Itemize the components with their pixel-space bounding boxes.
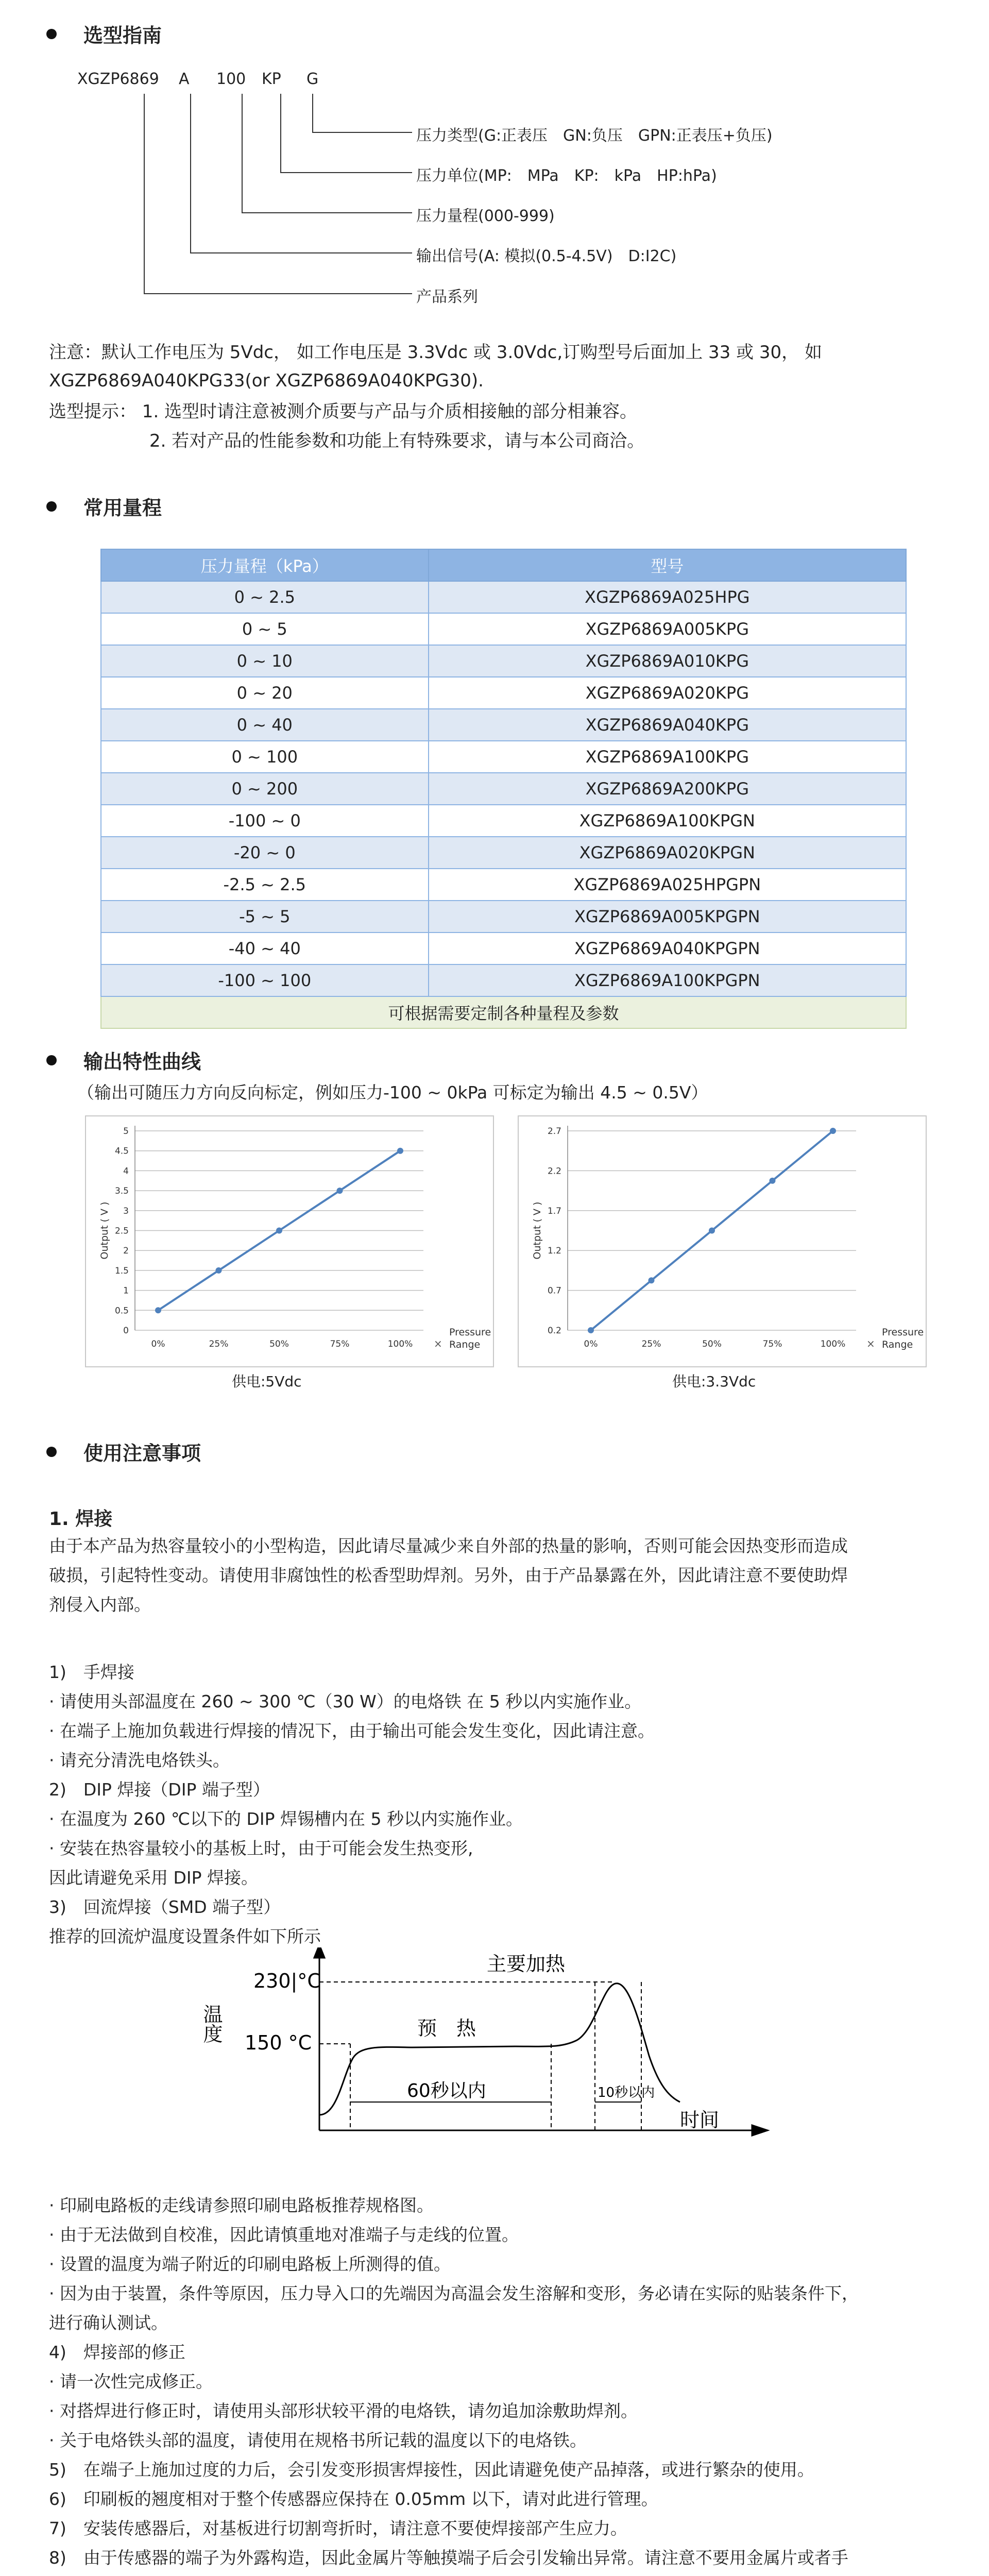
model-cell: XGZP6869A005KPGPN <box>429 901 906 933</box>
tree-label-series: 产品系列 <box>416 288 478 306</box>
weld-line: 1) 手焊接 <box>49 1662 134 1682</box>
weld-intro-line: 剂侵入内部。 <box>49 1595 151 1615</box>
table-row <box>101 869 906 901</box>
tree-label-range: 压力量程(000-999) <box>416 207 555 225</box>
x-tick-label: 75% <box>762 1339 782 1349</box>
y-tick-label: 1.5 <box>114 1265 129 1276</box>
data-point <box>276 1228 282 1234</box>
weld-line: · 安装在热容量较小的基板上时，由于可能会发生热变形, <box>49 1838 473 1858</box>
time-axis-arrow <box>752 2125 768 2136</box>
x-axis-label: Pressure Range <box>449 1327 491 1350</box>
weld-line: · 请使用头部温度在 260 ~ 300 ℃（30 W）的电烙铁 在 5 秒以内实施作业。 <box>49 1691 642 1711</box>
y-tick-label: 0.2 <box>547 1326 561 1336</box>
section-title-ranges <box>46 492 162 520</box>
code-series: XGZP6869 <box>77 70 159 88</box>
y-tick-label: 1 <box>123 1285 129 1296</box>
data-point <box>397 1148 403 1154</box>
after-line: 5) 在端子上施加过度的力后，会引发变形损害焊接性，因此请避免使产品掉落，或进行繁杂的使用。 <box>49 2460 814 2480</box>
code-tree-lines <box>0 0 989 319</box>
x-axis-label: Pressure Range <box>882 1327 924 1350</box>
after-line: · 对搭焊进行修正时，请使用头部形状较平滑的电烙铁，请勿追加涂敷助焊剂。 <box>49 2401 638 2421</box>
y-tick-label: 2.2 <box>547 1166 561 1177</box>
section-title-usage <box>46 1437 201 1466</box>
label-150: 150 °C <box>245 2031 312 2054</box>
chart-3v3-caption: 供电:3.3Vdc <box>672 1373 756 1390</box>
label-preheat: 预 热 <box>417 2017 476 2040</box>
model-cell: XGZP6869A025HPGPN <box>429 869 906 901</box>
bullet-icon <box>46 501 57 512</box>
x-tick-label: 25% <box>209 1339 229 1349</box>
table-row <box>101 901 906 933</box>
data-point <box>709 1228 715 1234</box>
chart-5v <box>86 1116 493 1366</box>
after-line: 6) 印刷板的翘度相对于整个传感器应保持在 0.05mm 以下，请对此进行管理。 <box>49 2489 658 2509</box>
output-subtitle: （输出可随压力方向反向标定，例如压力-100 ~ 0kPa 可标定为输出 4.5 ~ 0.5V） <box>77 1082 708 1103</box>
model-cell: XGZP6869A100KPGPN <box>429 964 906 996</box>
x-axis-marker: × <box>434 1337 442 1350</box>
table-footer-row <box>101 996 906 1028</box>
after-line: · 因为由于装置，条件等原因，压力导入口的先端因为高温会发生溶解和变形，务必请在实际的贴装条件下， <box>49 2283 859 2303</box>
range-table-body <box>101 581 906 1028</box>
code-output: A <box>179 70 190 88</box>
after-line: · 由于无法做到自校准，因此请慎重地对准端子与走线的位置。 <box>49 2225 519 2245</box>
table-footer-note: 可根据需要定制各种量程及参数 <box>101 996 906 1028</box>
data-point <box>830 1128 836 1134</box>
after-line: · 设置的温度为端子附近的印刷电路板上所测得的值。 <box>49 2254 451 2274</box>
code-type: G <box>306 70 319 88</box>
reflow-profile-diagram <box>196 1947 814 2143</box>
y-tick-label: 5 <box>123 1126 129 1137</box>
after-line <box>49 2574 117 2576</box>
range-cell: -2.5 ~ 2.5 <box>101 869 429 901</box>
weld-intro-line: 破损，引起特性变动。请使用非腐蚀性的松香型助焊剂。另外，由于产品暴露在外，因此请注意不要使助焊 <box>49 1565 848 1585</box>
model-cell: XGZP6869A025HPG <box>429 581 906 613</box>
table-row <box>101 805 906 837</box>
range-cell: 0 ~ 100 <box>101 741 429 773</box>
x-tick-label: 50% <box>702 1339 722 1349</box>
y-axis-label: Output ( V ) <box>532 1201 543 1260</box>
table-row <box>101 581 906 613</box>
model-cell: XGZP6869A040KPG <box>429 709 906 741</box>
data-point <box>588 1327 594 1333</box>
range-cell: 0 ~ 200 <box>101 773 429 805</box>
label-time: 时间 <box>680 2109 720 2131</box>
x-tick-label: 100% <box>820 1339 846 1349</box>
label-230: 230|°C <box>253 1970 321 1992</box>
after-line: · 印刷电路板的走线请参照印刷电路板推荐规格图。 <box>49 2195 434 2215</box>
weld-line: · 在温度为 260 ℃以下的 DIP 焊锡槽内在 5 秒以内实施作业。 <box>49 1809 523 1829</box>
code-range: 100 <box>216 70 246 88</box>
code-unit: KP <box>262 70 281 88</box>
after-line: 7) 安装传感器后，对基板进行切割弯折时，请注意不要使焊接部产生应力。 <box>49 2518 627 2538</box>
x-axis-marker: × <box>866 1337 875 1350</box>
weld-intro-line: 由于本产品为热容量较小的小型构造，因此请尽量减少来自外部的热量的影响，否则可能会因热变形而造成 <box>49 1536 848 1556</box>
model-cell: XGZP6869A100KPG <box>429 741 906 773</box>
model-cell: XGZP6869A200KPG <box>429 773 906 805</box>
tip-line-2: 2. 若对产品的性能参数和功能上有特殊要求，请与本公司商洽。 <box>149 431 645 451</box>
chart-3v3-frame <box>518 1115 927 1367</box>
model-header: 型号 <box>429 549 906 581</box>
x-tick-label: 100% <box>387 1339 413 1349</box>
range-header: 压力量程（kPa） <box>101 549 429 581</box>
range-cell: -100 ~ 100 <box>101 964 429 996</box>
y-tick-label: 0.5 <box>114 1306 129 1316</box>
y-tick-label: 0.7 <box>547 1285 561 1296</box>
table-row <box>101 741 906 773</box>
range-cell: -40 ~ 40 <box>101 933 429 964</box>
data-point <box>337 1188 343 1194</box>
y-axis-label: Output ( V ) <box>99 1201 110 1260</box>
data-point <box>155 1307 161 1313</box>
after-line: 进行确认测试。 <box>49 2313 168 2333</box>
table-row <box>101 613 906 645</box>
label-temperature: 温度 <box>200 2004 223 2043</box>
after-line: · 请一次性完成修正。 <box>49 2371 213 2392</box>
y-tick-label: 4.5 <box>114 1146 129 1157</box>
range-cell: 0 ~ 5 <box>101 613 429 645</box>
section-title-text: 选型指南 <box>83 24 162 47</box>
tree-label-unit: 压力单位(MP: MPa KP: kPa HP:hPa) <box>416 167 717 185</box>
y-tick-label: 3.5 <box>114 1186 129 1197</box>
table-row <box>101 964 906 996</box>
data-point <box>770 1178 776 1184</box>
range-table <box>100 549 907 1029</box>
section-title-text: 输出特性曲线 <box>83 1050 201 1073</box>
weld-line: 2) DIP 焊接（DIP 端子型） <box>49 1780 270 1800</box>
note-line-2: XGZP6869A040KPG33(or XGZP6869A040KPG30). <box>49 370 484 391</box>
label-main-heat: 主要加热 <box>487 1953 566 1975</box>
tree-label-output: 输出信号(A: 模拟(0.5-4.5V) D:I2C) <box>416 247 677 265</box>
chart-5v-frame <box>85 1115 494 1367</box>
y-tick-label: 1.7 <box>547 1206 561 1216</box>
model-cell: XGZP6869A100KPGN <box>429 805 906 837</box>
weld-line: 3) 回流焊接（SMD 端子型） <box>49 1897 281 1917</box>
tip-line-1: 选型提示： 1. 选型时请注意被测介质要与产品与介质相接触的部分相兼容。 <box>49 401 638 422</box>
chart-5v-caption: 供电:5Vdc <box>232 1373 302 1390</box>
weld-line: 因此请避免采用 DIP 焊接。 <box>49 1868 259 1888</box>
model-cell: XGZP6869A040KPGPN <box>429 933 906 964</box>
weld-line: · 在端子上施加负载进行焊接的情况下，由于输出可能会发生变化，因此请注意。 <box>49 1721 655 1741</box>
weld-line: 推荐的回流炉温度设置条件如下所示 <box>49 1926 321 1946</box>
y-tick-label: 0 <box>123 1326 129 1336</box>
table-row <box>101 837 906 869</box>
range-cell: -20 ~ 0 <box>101 837 429 869</box>
table-row <box>101 773 906 805</box>
after-line: 8) 由于传感器的端子为外露构造，因此金属片等触摸端子后会引发输出异常。请注意不要用金属片或者手 <box>49 2548 848 2568</box>
label-60s: 60秒以内 <box>407 2080 486 2102</box>
range-cell: -100 ~ 0 <box>101 805 429 837</box>
section-title-text: 使用注意事项 <box>83 1442 201 1465</box>
weld-title: 1. 焊接 <box>49 1509 113 1530</box>
y-tick-label: 4 <box>123 1166 129 1177</box>
x-tick-label: 50% <box>269 1339 289 1349</box>
chart-3v3 <box>519 1116 926 1366</box>
data-point <box>649 1277 655 1283</box>
range-cell: 0 ~ 10 <box>101 645 429 677</box>
tree-label-type: 压力类型(G:正表压 GN:负压 GPN:正表压+负压) <box>416 127 773 145</box>
y-tick-label: 2 <box>123 1246 129 1257</box>
section-title-text: 常用量程 <box>83 497 162 519</box>
y-tick-label: 2.5 <box>114 1226 129 1236</box>
y-tick-label: 1.2 <box>547 1246 561 1257</box>
note-line-1: 注意：默认工作电压为 5Vdc， 如工作电压是 3.3Vdc 或 3.0Vdc,订购型号后面加上 33 或 30， 如 <box>49 342 822 363</box>
model-cell: XGZP6869A005KPG <box>429 613 906 645</box>
table-row <box>101 933 906 964</box>
y-tick-label: 2.7 <box>547 1126 561 1137</box>
bullet-icon <box>46 1055 57 1065</box>
model-cell: XGZP6869A010KPG <box>429 645 906 677</box>
bullet-icon <box>46 1447 57 1457</box>
model-cell: XGZP6869A020KPGN <box>429 837 906 869</box>
x-tick-label: 0% <box>151 1339 165 1349</box>
x-tick-label: 0% <box>584 1339 598 1349</box>
range-cell: -5 ~ 5 <box>101 901 429 933</box>
temp-axis-arrow <box>314 1947 325 1958</box>
table-row <box>101 645 906 677</box>
table-row <box>101 677 906 709</box>
after-line: 4) 焊接部的修正 <box>49 2342 185 2362</box>
table-row <box>101 709 906 741</box>
range-cell: 0 ~ 2.5 <box>101 581 429 613</box>
after-line: · 关于电烙铁头部的温度，请使用在规格书所记载的温度以下的电烙铁。 <box>49 2430 587 2450</box>
range-cell: 0 ~ 40 <box>101 709 429 741</box>
label-10s: 10秒以内 <box>598 2085 655 2100</box>
weld-line: · 请充分清洗电烙铁头。 <box>49 1750 230 1770</box>
x-tick-label: 25% <box>641 1339 661 1349</box>
x-tick-label: 75% <box>330 1339 350 1349</box>
range-cell: 0 ~ 20 <box>101 677 429 709</box>
model-cell: XGZP6869A020KPG <box>429 677 906 709</box>
y-tick-label: 3 <box>123 1206 129 1216</box>
data-point <box>216 1267 222 1274</box>
section-title-output <box>46 1046 201 1074</box>
